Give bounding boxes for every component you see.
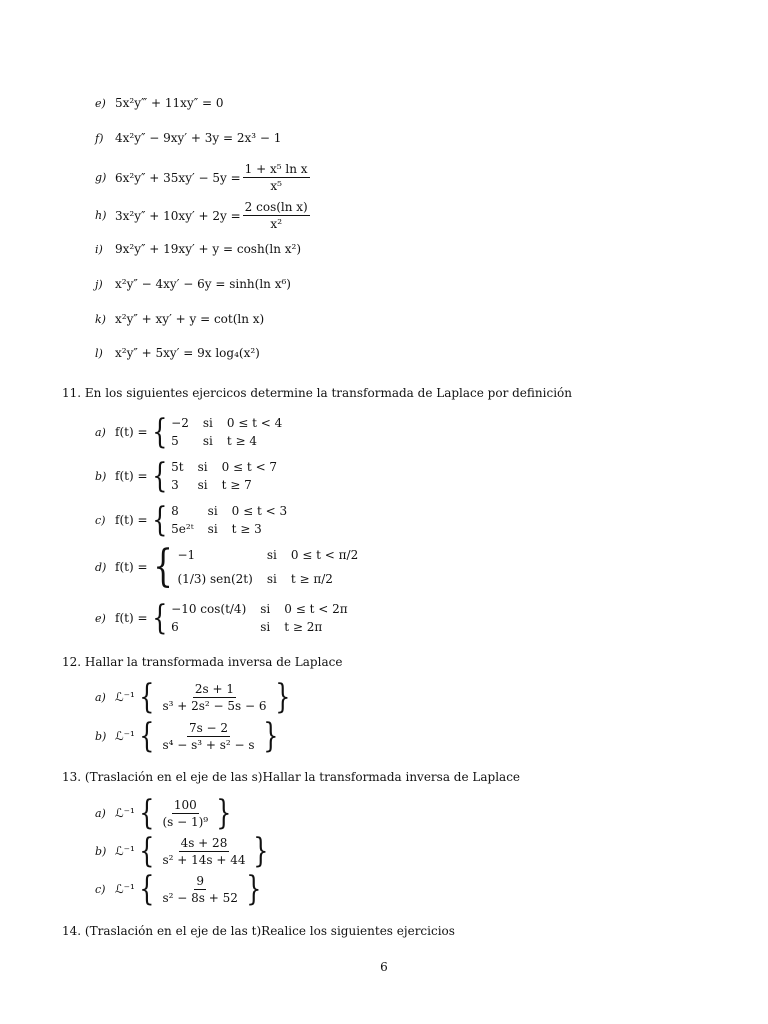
case-si: si [202, 434, 213, 448]
item-label: e) [95, 96, 106, 110]
section-12-heading: 12. Hallar la transformada inversa de Laplace [62, 655, 343, 669]
item-label: l) [95, 346, 103, 360]
ode-item-g [95, 162, 312, 193]
ode-item-h [95, 200, 312, 231]
case-condition: 0 ≤ t < 2π [284, 602, 348, 616]
case-condition: 0 ≤ t < 4 [226, 416, 283, 430]
numerator: 2 cos(ln x) [244, 200, 308, 214]
case-value: 3 [171, 478, 179, 492]
piecewise-cases [171, 459, 277, 493]
left-brace: { [139, 716, 155, 756]
numerator: 9 [196, 873, 204, 888]
item-label: b) [95, 729, 107, 743]
right-brace: } [216, 793, 232, 833]
case-si: si [207, 504, 218, 518]
shift-s-item-c [95, 869, 265, 909]
item-label: c) [95, 513, 106, 527]
case-si: si [260, 602, 271, 616]
left-brace: { [151, 412, 167, 452]
right-brace: } [253, 831, 269, 871]
ode-item-i [95, 242, 301, 256]
case-si: si [207, 522, 218, 536]
equation: 5x²y‴ + 11xy″ = 0 [115, 96, 224, 110]
equation: x²y″ − 4xy′ − 6y = sinh(ln x⁶) [115, 277, 291, 291]
numerator: 100 [173, 797, 197, 812]
case-si: si [202, 416, 213, 430]
denominator: s⁴ − s³ + s² − s [162, 737, 255, 752]
ode-item-k [95, 312, 264, 326]
item-label: b) [95, 469, 107, 483]
piecewise-cases [171, 503, 287, 537]
case-condition: t ≥ 3 [231, 522, 262, 536]
fraction [243, 200, 310, 231]
function-lhs: f(t) = [115, 425, 148, 439]
inverse-laplace-item-b [95, 716, 282, 756]
laplace-operator: ℒ⁻¹ [115, 882, 135, 896]
right-brace: } [274, 677, 290, 717]
laplace-operator: ℒ⁻¹ [115, 844, 135, 858]
case-condition: t ≥ 2π [284, 620, 323, 634]
case-si: si [266, 548, 277, 562]
numerator: 4s + 28 [180, 835, 228, 850]
piecewise-cases [178, 547, 359, 587]
item-label: a) [95, 690, 106, 704]
case-value: −10 cos(t/4) [171, 602, 247, 616]
fraction [243, 162, 310, 193]
item-label: i) [95, 242, 103, 256]
piecewise-cases [171, 415, 282, 449]
inverse-laplace-expression [115, 793, 236, 833]
ode-item-l [95, 346, 260, 360]
page-number: 6 [380, 960, 388, 974]
numerator: 1 + x⁵ ln x [244, 162, 308, 176]
denominator: s² − 8s + 52 [162, 890, 238, 905]
section-13-heading: 13. (Traslación en el eje de las s)Hallar la transformada inversa de Laplace [62, 770, 521, 784]
inverse-laplace-expression [115, 869, 265, 909]
fraction [160, 721, 256, 752]
inverse-laplace-item-a [95, 677, 294, 717]
left-brace: { [139, 793, 155, 833]
case-si: si [197, 478, 208, 492]
left-brace: { [151, 598, 167, 638]
item-label: c) [95, 882, 106, 896]
case-condition: 0 ≤ t < 7 [221, 460, 278, 474]
laplace-operator: ℒ⁻¹ [115, 806, 135, 820]
case-value: 8 [171, 504, 179, 518]
laplace-def-item-d [95, 541, 359, 592]
item-label: e) [95, 611, 106, 625]
left-brace: { [151, 456, 167, 496]
inverse-laplace-expression [115, 716, 282, 756]
left-brace: { [151, 500, 167, 540]
item-label: b) [95, 844, 107, 858]
item-label: a) [95, 425, 106, 439]
denominator: s³ + 2s² − 5s − 6 [162, 698, 267, 713]
case-condition: t ≥ 4 [226, 434, 257, 448]
equation-lhs: 6x²y″ + 35xy′ − 5y = [115, 170, 241, 185]
item-label: f) [95, 131, 104, 145]
case-condition: t ≥ π/2 [290, 572, 333, 586]
item-label: k) [95, 312, 106, 326]
case-value: −1 [177, 548, 196, 562]
numerator: 7s − 2 [188, 720, 229, 735]
laplace-operator: ℒ⁻¹ [115, 690, 135, 704]
left-brace: { [139, 677, 155, 717]
function-lhs: f(t) = [115, 560, 148, 574]
ode-item-j [95, 277, 291, 291]
item-label: h) [95, 209, 107, 222]
fraction [160, 798, 210, 829]
shift-s-item-b [95, 831, 273, 871]
case-value: 6 [171, 620, 179, 634]
inverse-laplace-expression [115, 831, 273, 871]
denominator: x² [270, 217, 282, 231]
case-value: 5t [171, 460, 184, 474]
fraction [160, 682, 268, 713]
laplace-def-item-c [95, 500, 288, 540]
case-value: (1/3) sen(2t) [177, 572, 253, 586]
case-si: si [197, 460, 208, 474]
equation: 4x²y″ − 9xy′ + 3y = 2x³ − 1 [115, 131, 282, 145]
function-lhs: f(t) = [115, 469, 148, 483]
numerator: 2s + 1 [194, 681, 235, 696]
laplace-operator: ℒ⁻¹ [115, 729, 135, 743]
equation: x²y″ + xy′ + y = cot(ln x) [115, 312, 265, 326]
fraction [160, 874, 239, 905]
item-label: g) [95, 171, 107, 184]
inverse-laplace-expression [115, 677, 294, 717]
laplace-def-item-b [95, 456, 278, 496]
equation: x²y″ + 5xy′ = 9x log₄(x²) [115, 346, 260, 360]
fraction [160, 836, 247, 867]
denominator: (s − 1)⁹ [162, 814, 209, 829]
case-condition: 0 ≤ t < π/2 [290, 548, 359, 562]
item-label: j) [95, 277, 103, 291]
left-brace: { [139, 869, 155, 909]
laplace-def-item-e [95, 598, 348, 638]
item-label: d) [95, 560, 107, 574]
left-brace: { [152, 541, 173, 592]
case-si: si [266, 572, 277, 586]
ode-item-f [95, 131, 281, 145]
function-lhs: f(t) = [115, 611, 148, 625]
right-brace: } [262, 716, 278, 756]
case-condition: t ≥ 7 [221, 478, 252, 492]
case-si: si [260, 620, 271, 634]
case-value: 5 [171, 434, 179, 448]
right-brace: } [246, 869, 262, 909]
case-value: 5e²ᵗ [171, 522, 194, 536]
denominator: s² + 14s + 44 [162, 852, 246, 867]
denominator: x⁵ [270, 179, 282, 193]
section-11-heading: 11. En los siguientes ejercicos determine la transformada de Laplace por definición [62, 386, 572, 400]
section-14-heading: 14. (Traslación en el eje de las t)Realice los siguientes ejercicios [62, 924, 455, 938]
equation: 9x²y″ + 19xy′ + y = cosh(ln x²) [115, 242, 301, 256]
piecewise-cases [171, 601, 347, 635]
equation-lhs: 3x²y″ + 10xy′ + 2y = [115, 208, 241, 223]
function-lhs: f(t) = [115, 513, 148, 527]
case-value: −2 [171, 416, 189, 430]
item-label: a) [95, 806, 106, 820]
laplace-def-item-a [95, 412, 283, 452]
left-brace: { [139, 831, 155, 871]
shift-s-item-a [95, 793, 236, 833]
case-condition: 0 ≤ t < 3 [231, 504, 288, 518]
ode-item-e [95, 96, 224, 110]
